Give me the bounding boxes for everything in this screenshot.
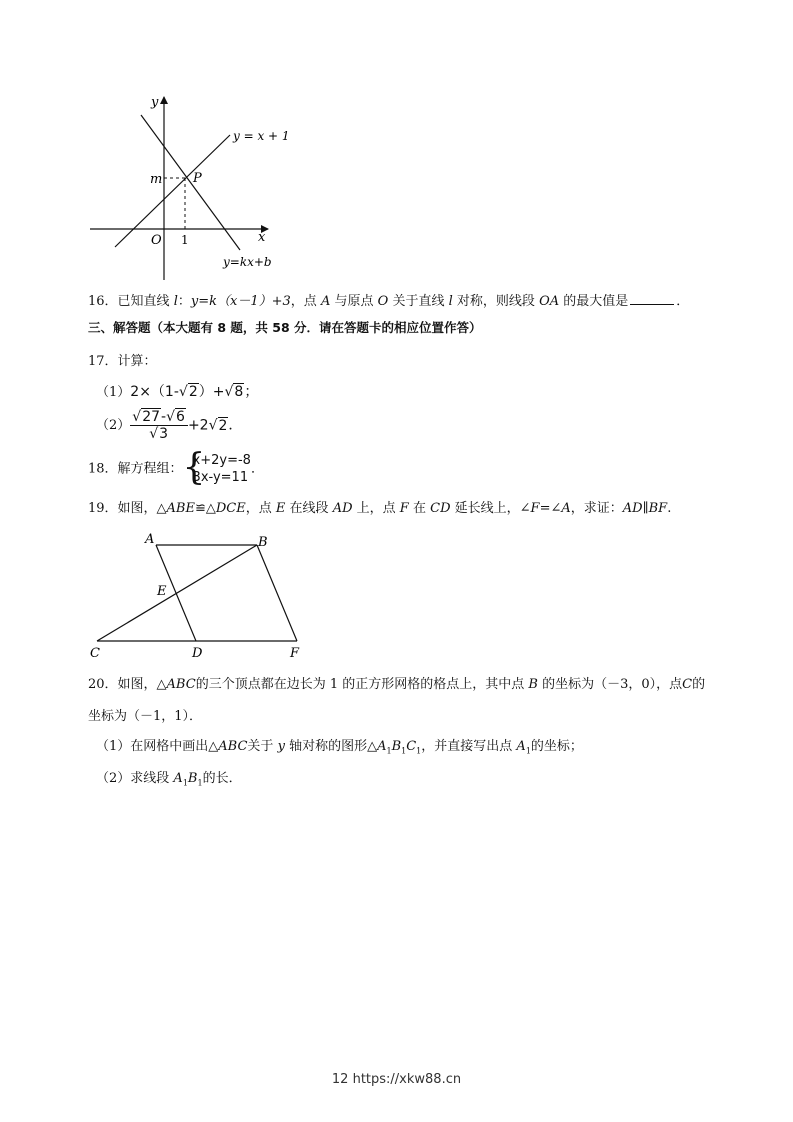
q19-parallel: ∥ xyxy=(642,501,649,516)
q19-text-f: 延长线上，∠ xyxy=(454,501,531,516)
q20-point-c: C xyxy=(682,677,693,692)
q17-part1-label: （1） xyxy=(96,385,131,400)
q19-point-f: F xyxy=(399,501,409,516)
question-17-part-1: （1）2×（1-√2）+√8； xyxy=(96,384,259,400)
segment-bf xyxy=(257,545,297,641)
left-brace: { xyxy=(182,447,206,488)
q16-text-c: ，点 xyxy=(290,294,317,309)
q17-den-radicand: 3 xyxy=(159,426,169,442)
x-tick-label: 1 xyxy=(181,233,189,247)
q19-triangle-dce: DCE xyxy=(215,501,246,516)
q17-part2-label: （2） xyxy=(96,418,131,433)
q18-end: ． xyxy=(250,461,264,477)
q17-part1-expr-a: 2×（1- xyxy=(130,384,179,400)
q17-denominator: √3 xyxy=(149,426,169,442)
q19-text-b: ，点 xyxy=(245,501,272,516)
q19-segment-cd: CD xyxy=(430,501,451,516)
q16-equation: y=k（x－1）+3 xyxy=(190,294,291,309)
q20-p1-text-a: （1）在网格中画出△ xyxy=(96,739,219,754)
q20-p1-text-c: 轴对称的图形△ xyxy=(289,739,378,754)
q19-end: . xyxy=(667,501,672,516)
q20-p1-y-axis: y xyxy=(277,739,285,754)
q17-part1-expr-b: ）+ xyxy=(198,384,225,400)
section-3-heading: 三、解答题（本大题有 8 题，共 58 分．请在答题卡的相应位置作答） xyxy=(88,320,482,335)
q20-p1-c: C xyxy=(406,739,417,754)
q20-p2-b: B xyxy=(187,771,198,786)
question-18 xyxy=(88,447,264,488)
line-y-eq-x-plus-1 xyxy=(115,135,230,247)
q20-text-a: 20．如图，△ xyxy=(88,677,167,692)
q17-num-minus: - xyxy=(161,409,167,425)
q16-text: 已知直线 xyxy=(117,294,170,309)
line-intersection-figure xyxy=(85,90,295,280)
q20-triangle-abc: ABC xyxy=(166,677,196,692)
q16-point-o: O xyxy=(377,294,389,309)
q19-text-d: 上，点 xyxy=(356,501,396,516)
q20-sub: 1 xyxy=(525,746,531,756)
q17-numerator: √27-√6 xyxy=(130,410,188,426)
q16-point-a: A xyxy=(320,294,331,309)
q20-p1-text-e: 的坐标； xyxy=(530,739,583,754)
q20-p1-b: B xyxy=(391,739,402,754)
q19-point-e: E xyxy=(275,501,286,516)
q18-equation-2: 3x-y=11 xyxy=(192,470,249,485)
q19-angle-a: A xyxy=(561,501,571,516)
q16-segment-oa: OA xyxy=(539,294,560,309)
label-d: D xyxy=(192,646,203,661)
q19-segment-ad: AD xyxy=(332,501,353,516)
q20-text-d: 的 xyxy=(692,677,706,692)
q16-colon: ： xyxy=(177,294,191,309)
label-e: E xyxy=(157,584,167,599)
question-20-part-1 xyxy=(96,740,583,756)
point-p-label: P xyxy=(193,171,202,186)
q19-congruent: ≌△ xyxy=(194,501,216,516)
label-a: A xyxy=(145,532,155,547)
page-footer: 12 https://xkw88.cn xyxy=(331,1072,462,1087)
q17-part2-expr-b: +2 xyxy=(187,417,209,434)
q17-part1-radicand-1: 2 xyxy=(188,384,198,400)
q17-fraction xyxy=(130,410,188,441)
q16-line-l-2: l xyxy=(448,294,453,309)
line1-label: y = x + 1 xyxy=(233,129,290,143)
q19-segment-ad-2: AD xyxy=(622,501,643,516)
q20-sub: 1 xyxy=(197,778,203,788)
q20-p1-text-b: 关于 xyxy=(247,739,274,754)
q20-p1-text-d: ，并直接写出点 xyxy=(421,739,513,754)
q20-point-b: B xyxy=(528,677,538,692)
q17-part2-radicand: 2 xyxy=(218,417,228,434)
question-19 xyxy=(88,502,671,515)
y-tick-label: m xyxy=(150,172,163,187)
q16-end: ． xyxy=(676,294,690,309)
q20-sub: 1 xyxy=(386,746,392,756)
q19-text-h: ，求证： xyxy=(570,501,623,516)
question-17-title: 17．计算： xyxy=(88,354,157,369)
q20-text-c: 的坐标为（－3，0），点 xyxy=(542,677,683,692)
q17-num-radicand-2: 6 xyxy=(176,409,185,425)
q19-text-g: =∠ xyxy=(539,501,562,516)
q17-part2-sqrt: √2 xyxy=(208,417,228,434)
label-c: C xyxy=(90,646,100,661)
q16-text-e: 关于直线 xyxy=(392,294,445,309)
q19-angle-f: F xyxy=(530,501,540,516)
q19-text-a: 如图，△ xyxy=(117,501,167,516)
question-20-line-1 xyxy=(88,678,705,691)
q19-number: 19． xyxy=(88,501,118,516)
question-17-part-2 xyxy=(96,410,242,441)
q19-text-c: 在线段 xyxy=(289,501,329,516)
question-20-line-2: 坐标为（－1，1）． xyxy=(88,709,203,724)
q19-triangle-abe: ABE xyxy=(166,501,195,516)
q16-text-g: 的最大值是 xyxy=(563,294,629,309)
q20-p1-a1: A xyxy=(516,739,526,754)
q20-sub: 1 xyxy=(182,778,188,788)
segment-cb xyxy=(97,545,257,641)
q20-sub: 1 xyxy=(401,746,407,756)
equation-system xyxy=(182,447,251,488)
geometry-figure xyxy=(85,528,310,663)
q17-part1-radicand-2: 8 xyxy=(234,384,244,400)
x-axis-label: x xyxy=(258,230,266,245)
label-b: B xyxy=(258,535,268,550)
q18-equation-1: x+2y=-8 xyxy=(192,453,251,468)
origin-label: O xyxy=(151,233,162,248)
q17-part2-end: ． xyxy=(228,417,243,434)
question-16 xyxy=(88,292,689,308)
q20-p2-text-a: （2）求线段 xyxy=(96,771,170,786)
answer-blank[interactable] xyxy=(630,292,674,305)
q20-p1-a: A xyxy=(377,739,387,754)
q20-p2-a: A xyxy=(173,771,183,786)
q16-text-f: 对称，则线段 xyxy=(456,294,535,309)
q17-num-radicand-1: 27 xyxy=(142,409,161,425)
q19-segment-bf: BF xyxy=(648,501,668,516)
q20-p1-triangle-abc: ABC xyxy=(218,739,248,754)
q20-p2-text-b: 的长． xyxy=(202,771,242,786)
question-20-part-2 xyxy=(96,772,242,788)
q16-number: 16． xyxy=(88,294,118,309)
q20-text-b: 的三个顶点都在边长为 1 的正方形网格的格点上，其中点 xyxy=(195,677,525,692)
line2-label: y=kx+b xyxy=(223,255,272,269)
y-axis-label: y xyxy=(151,95,159,110)
q18-title: 18．解方程组： xyxy=(88,461,183,477)
q16-text-d: 与原点 xyxy=(334,294,374,309)
q16-line-l: l xyxy=(173,294,178,309)
q20-sub: 1 xyxy=(416,746,422,756)
q19-text-e: 在 xyxy=(412,501,426,516)
q17-part1-end: ； xyxy=(244,384,259,400)
label-f: F xyxy=(290,646,300,661)
